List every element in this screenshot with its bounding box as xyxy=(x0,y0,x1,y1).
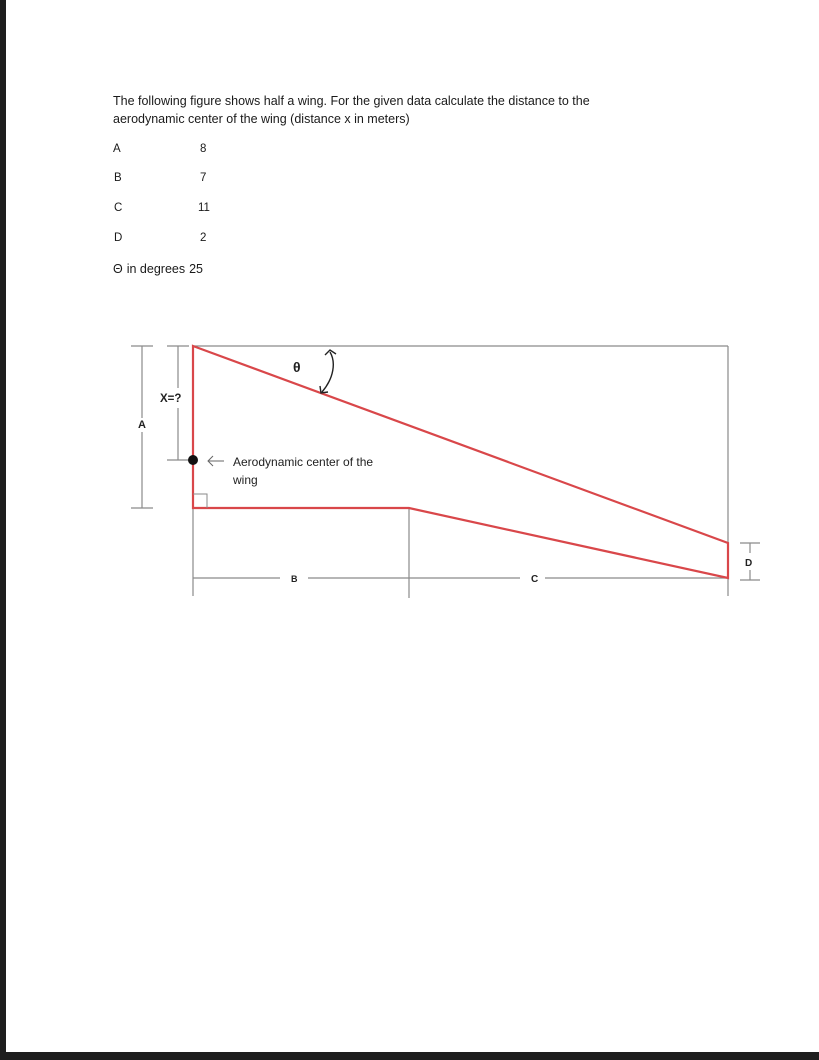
theta-symbol: Θ xyxy=(113,262,123,276)
ac-label-line-2: wing xyxy=(233,473,258,487)
given-c-value: 11 xyxy=(198,202,210,214)
intro-line-2: aerodynamic center of the wing (distance x in meters) xyxy=(113,112,410,126)
given-b-label: B xyxy=(114,172,122,184)
theta-label: in degrees xyxy=(126,262,186,276)
label-d: D xyxy=(745,558,753,569)
theta-value: 25 xyxy=(189,262,204,276)
theta-arc-arrow-icon xyxy=(320,350,336,393)
ac-arrow-icon xyxy=(208,456,224,466)
given-d-value: 2 xyxy=(200,232,207,244)
given-a-value: 8 xyxy=(200,143,207,155)
given-d-label: D xyxy=(114,232,123,244)
given-b-value: 7 xyxy=(200,172,207,184)
aerodynamic-center-dot xyxy=(188,455,198,465)
ac-label-line-1: Aerodynamic center of the xyxy=(233,455,374,469)
label-x: X=? xyxy=(160,393,182,405)
label-a: A xyxy=(138,419,146,431)
label-b: B xyxy=(291,574,298,584)
right-angle-marker xyxy=(193,494,207,508)
given-c-label: C xyxy=(114,202,123,214)
dimension-bottom xyxy=(193,508,728,598)
label-c: C xyxy=(531,574,539,585)
given-a-label: A xyxy=(113,143,121,155)
label-theta: θ xyxy=(293,359,301,375)
intro-line-1: The following figure shows half a wing. For the given data calculate the distance to the xyxy=(113,94,590,108)
